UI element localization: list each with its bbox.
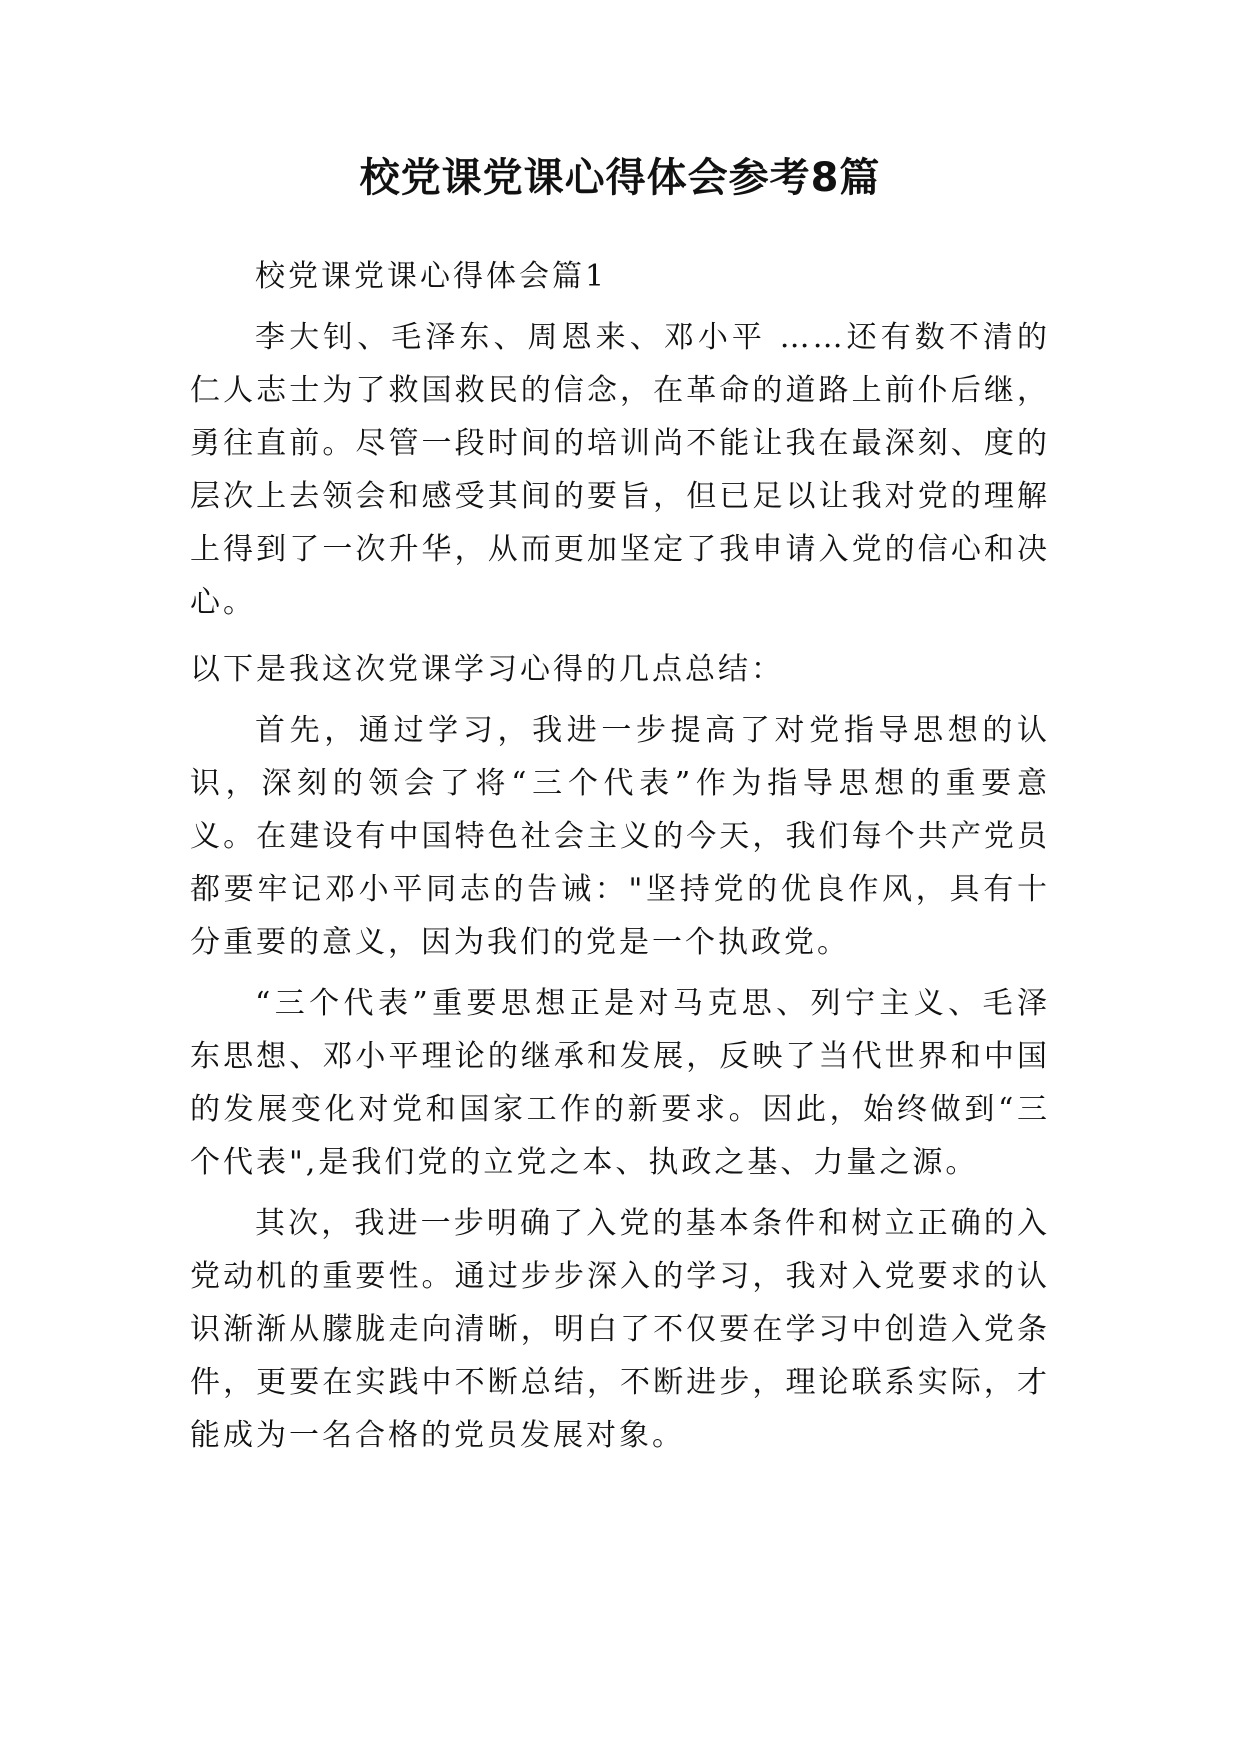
paragraph-summary-lead: 以下是我这次党课学习心得的几点总结：: [190, 652, 784, 687]
document-body: [190, 250, 1050, 1462]
document-title: 校党课党课心得体会参考8篇: [359, 155, 881, 201]
paragraph-three-represents: “三个代表”重要思想正是对马克思、列宁主义、毛泽东思想、邓小平理论的继承和发展，反映了当代世界和中国的发展变化对党和国家工作的新要求。因此，始终做到“三个代表",是我们党的立党之本、执政之基、力量之源。: [190, 986, 1050, 1180]
paragraph-second-point: 其次，我进一步明确了入党的基本条件和树立正确的入党动机的重要性。通过步步深入的学习，我对入党要求的认识渐渐从朦胧走向清晰，明白了不仅要在学习中创造入党条件，更要在实践中不断总结，不断进步，理论联系实际，才能成为一名合格的党员发展对象。: [190, 1206, 1050, 1453]
paragraph-first-point: 首先，通过学习，我进一步提高了对党指导思想的认识，深刻的领会了将“三个代表”作为指导思想的重要意义。在建设有中国特色社会主义的今天，我们每个共产党员都要牢记邓小平同志的告诫："坚持党的优良作风，具有十分重要的意义，因为我们的党是一个执政党。: [190, 713, 1050, 960]
section-heading: 校党课党课心得体会篇1: [255, 259, 608, 294]
paragraph-intro: 李大钊、毛泽东、周恩来、邓小平 ……还有数不清的仁人志士为了救国救民的信念，在革命的道路上前仆后继，勇往直前。尽管一段时间的培训尚不能让我在最深刻、度的层次上去领会和感受其间的要旨，但已足以让我对党的理解上得到了一次升华，从而更加坚定了我申请入党的信心和决心。: [190, 320, 1050, 620]
